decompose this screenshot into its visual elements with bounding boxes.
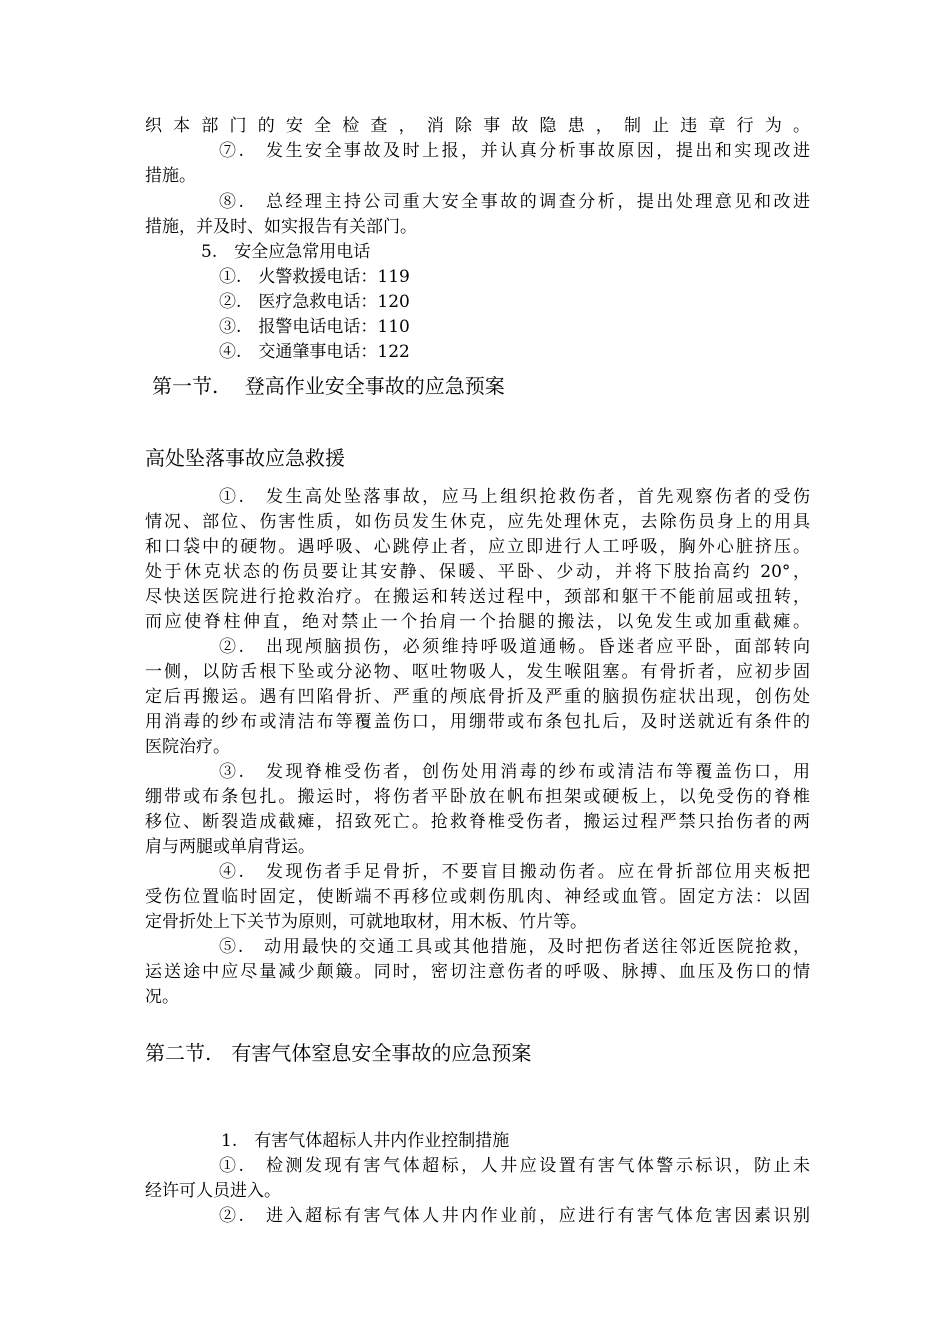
paragraph-line: 织本部门的安全检查，消除事故隐患，制止违章行为。: [145, 116, 810, 136]
subsection-heading: 高处坠落事故应急救援: [145, 446, 345, 470]
paragraph-line: 医院治疗。: [145, 737, 230, 757]
paragraph-line: 绷带或布条包扎。搬运时，将伤者平卧放在帆布担架或硬板上，以免受伤的脊椎: [145, 787, 810, 807]
paragraph-line: 经许可人员进入。: [145, 1181, 281, 1201]
list-item: ③. 报警电话电话：110: [219, 317, 410, 337]
paragraph-line: 运送途中应尽量减少颠簸。同时，密切注意伤者的呼吸、脉搏、血压及伤口的情: [145, 962, 810, 982]
paragraph-line: 况。: [145, 987, 179, 1007]
paragraph-line: ③. 发现脊椎受伤者，创伤处用消毒的纱布或清洁布等覆盖伤口，用: [219, 762, 810, 782]
paragraph-line: 用消毒的纱布或清洁布等覆盖伤口，用绷带或布条包扎后，及时送就近有条件的: [145, 712, 810, 732]
paragraph-line: 而应使脊柱伸直，绝对禁止一个抬肩一个抬腿的搬法，以免发生或加重截瘫。: [145, 612, 810, 632]
paragraph-line: 和口袋中的硬物。遇呼吸、心跳停止者，应立即进行人工呼吸，胸外心脏挤压。: [145, 537, 810, 557]
paragraph-line: ①. 发生高处坠落事故，应马上组织抢救伤者，首先观察伤者的受伤: [219, 487, 810, 507]
paragraph-line: ②. 出现颅脑损伤，必须维持呼吸道通畅。昏迷者应平卧，面部转向: [219, 637, 810, 657]
paragraph-line: 尽快送医院进行抢救治疗。在搬运和转送过程中，颈部和躯干不能前屈或扭转，: [145, 587, 810, 607]
paragraph-line: 情况、部位、伤害性质，如伤员发生休克，应先处理休克，去除伤员身上的用具: [145, 512, 810, 532]
paragraph-line: 定后再搬运。遇有凹陷骨折、严重的颅底骨折及严重的脑损伤症状出现，创伤处: [145, 687, 810, 707]
section-heading: 第一节. 登高作业安全事故的应急预案: [152, 374, 505, 398]
paragraph-line: ④. 发现伤者手足骨折，不要盲目搬动伤者。应在骨折部位用夹板把: [219, 862, 810, 882]
paragraph-line: ⑤. 动用最快的交通工具或其他措施，及时把伤者送往邻近医院抢救，: [219, 937, 810, 957]
paragraph-line: ⑦. 发生安全事故及时上报，并认真分析事故原因，提出和实现改进: [219, 141, 810, 161]
list-heading: 5. 安全应急常用电话: [201, 242, 371, 262]
paragraph-line: 一侧，以防舌根下坠或分泌物、呕吐物吸人，发生喉阻塞。有骨折者，应初步固: [145, 662, 810, 682]
paragraph-line: 肩与两腿或单肩背运。: [145, 837, 315, 857]
paragraph-line: ②. 进入超标有害气体人井内作业前，应进行有害气体危害因素识别: [219, 1206, 810, 1226]
list-item: ①. 火警救援电话：119: [219, 267, 410, 287]
paragraph-line: ⑧. 总经理主持公司重大安全事故的调查分析，提出处理意见和改进: [219, 192, 810, 212]
paragraph-line: 移位、断裂造成截瘫，招致死亡。抢救脊椎受伤者，搬运过程严禁只抬伤者的两: [145, 812, 810, 832]
paragraph-line: 措施。: [145, 166, 196, 186]
paragraph-line: 措施，并及时、如实报告有关部门。: [145, 217, 417, 237]
paragraph-line: 定骨折处上下关节为原则，可就地取材，用木板、竹片等。: [145, 912, 587, 932]
paragraph-line: ①. 检测发现有害气体超标，人井应设置有害气体警示标识，防止未: [219, 1156, 810, 1176]
paragraph-line: 受伤位置临时固定，使断端不再移位或刺伤肌肉、神经或血管。固定方法：以固: [145, 887, 810, 907]
list-item: ②. 医疗急救电话：120: [219, 292, 410, 312]
list-item: ④. 交通肇事电话：122: [219, 342, 410, 362]
section-heading: 第二节. 有害气体窒息安全事故的应急预案: [145, 1041, 532, 1065]
paragraph-line: 处于休克状态的伤员要让其安静、保暖、平卧、少动，并将下肢抬高约 20°，: [145, 562, 810, 582]
list-heading: 1. 有害气体超标人井内作业控制措施: [221, 1131, 510, 1151]
